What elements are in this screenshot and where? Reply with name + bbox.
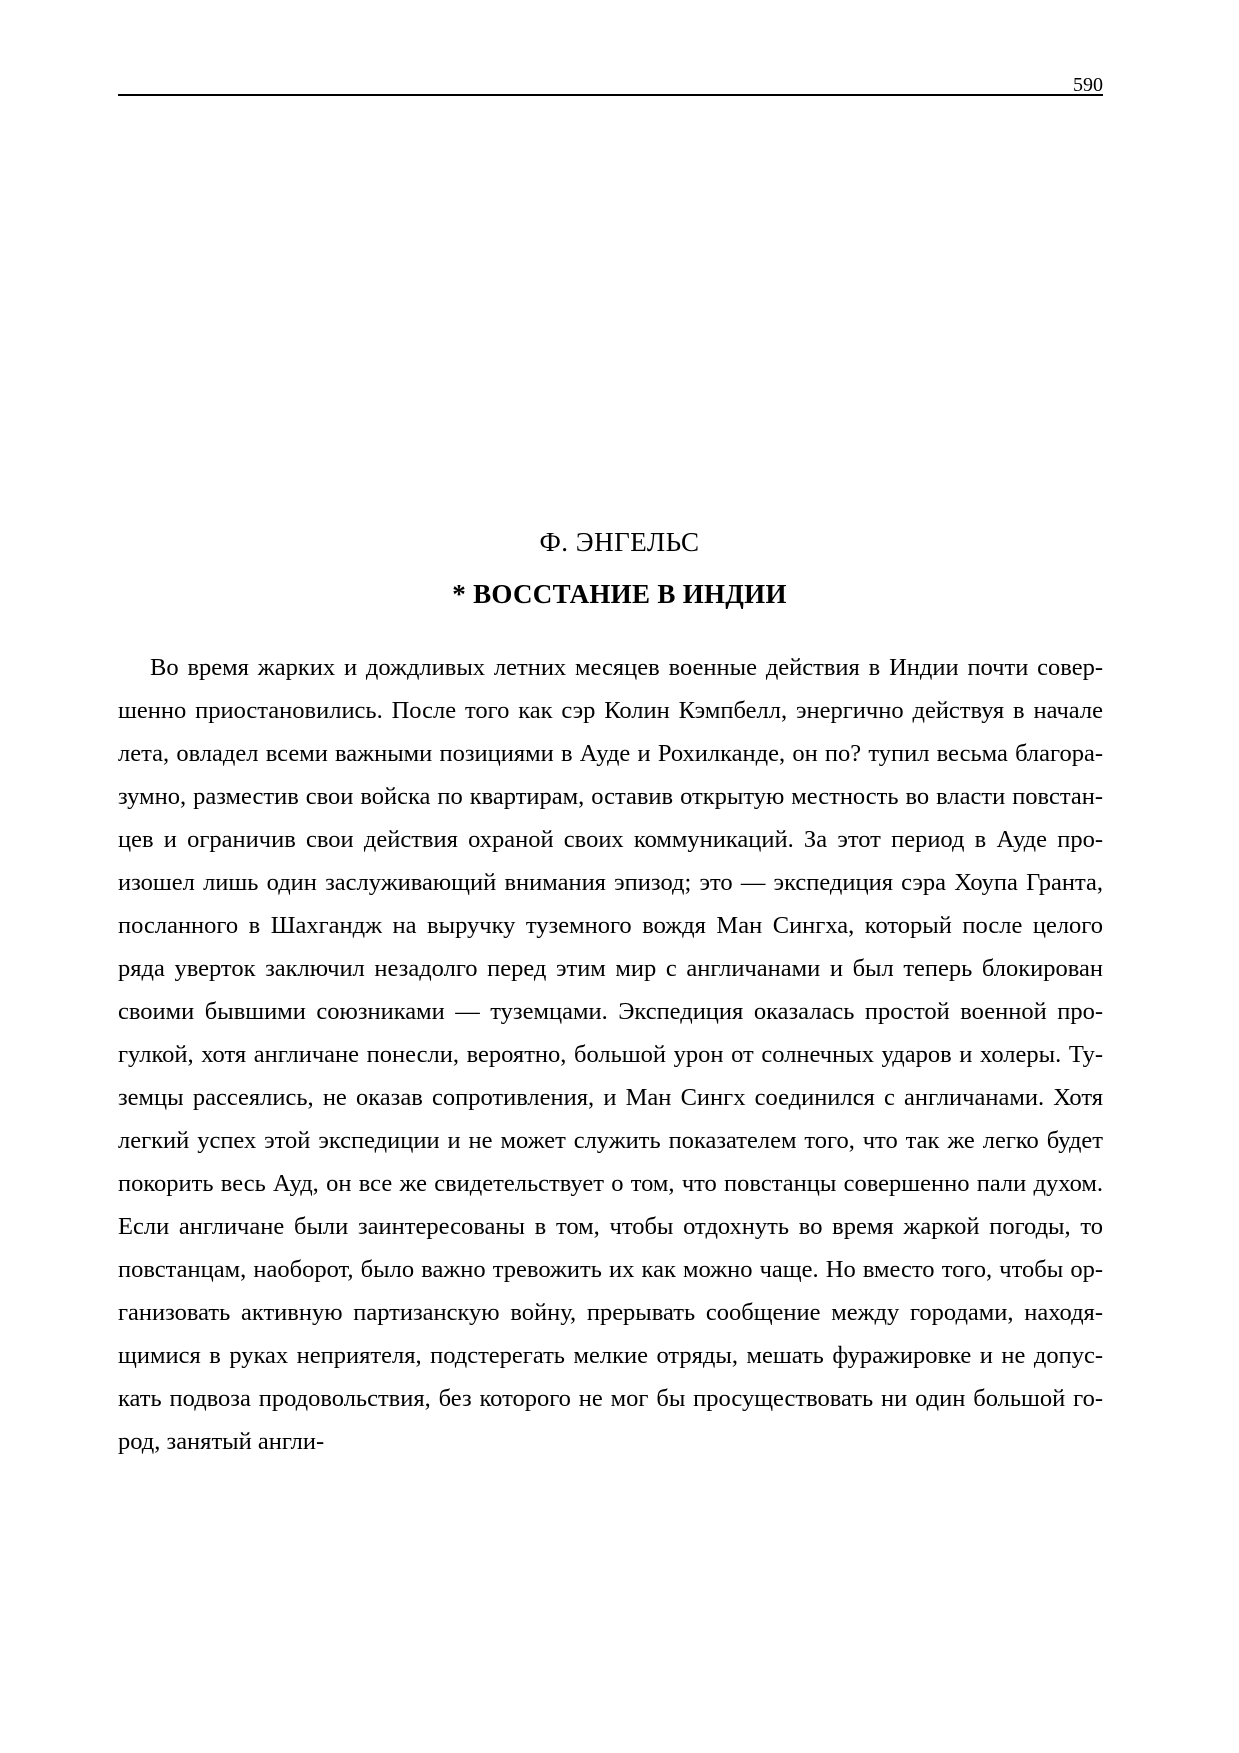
page-number: 590 [1073, 74, 1103, 96]
text-line: гулкой, хотя англичане понесли, вероятно, большой урон от солнечных ударов и холеры. Ту- [118, 1041, 1103, 1068]
text-line: ганизовать активную партизанскую войну, прерывать сообщение между городами, находя- [118, 1299, 1103, 1326]
text-line: кать подвоза продовольствия, без которого не мог бы просуществовать ни один большой го- [118, 1385, 1103, 1412]
article-body [118, 646, 1103, 1463]
text-line: лета, овладел всеми важными позициями в Ауде и Рохилканде, он по? тупил весьма благора- [118, 740, 1103, 767]
text-line: легкий успех этой экспедиции и не может служить показателем того, что так же легко будет [118, 1127, 1103, 1154]
text-line: своими бывшими союзниками — туземцами. Экспедиция оказалась простой военной про- [118, 998, 1103, 1025]
text-line: цев и ограничив свои действия охраной своих коммуникаций. За этот период в Ауде про- [118, 826, 1103, 853]
header-rule [118, 94, 1103, 96]
text-line: шенно приостановились. После того как сэр Колин Кэмпбелл, энергично действуя в начале [118, 697, 1103, 724]
text-line: покорить весь Ауд, он все же свидетельствует о том, что повстанцы совершенно пали духом. [118, 1170, 1103, 1197]
article-title: * ВОССТАНИЕ В ИНДИИ [452, 579, 787, 609]
text-line: земцы рассеялись, не оказав сопротивления, и Ман Сингх соединился с англичанами. Хотя [118, 1084, 1103, 1111]
author-name: Ф. ЭНГЕЛЬС [539, 527, 700, 557]
text-line: род, занятый англи- [118, 1428, 325, 1455]
text-line: зумно, разместив свои войска по квартирам, оставив открытую местность во власти повстан- [118, 783, 1103, 810]
text-line: посланного в Шахгандж на выручку туземного вождя Ман Сингха, который после целого [118, 912, 1103, 939]
text-line: щимися в руках неприятеля, подстерегать мелкие отряды, мешать фуражировке и не допус- [118, 1342, 1103, 1369]
text-line: Если англичане были заинтересованы в том, чтобы отдохнуть во время жаркой погоды, то [118, 1213, 1103, 1240]
text-line: изошел лишь один заслуживающий внимания эпизод; это — экспедиция сэра Хоупа Гранта, [118, 869, 1103, 896]
text-line: Во время жарких и дождливых летних месяцев военные действия в Индии почти совер- [150, 654, 1103, 681]
text-line: ряда уверток заключил незадолго перед этим мир с англичанами и был теперь блокирован [118, 955, 1103, 982]
text-line: повстанцам, наоборот, было важно тревожить их как можно чаще. Но вместо того, чтобы ор- [118, 1256, 1103, 1283]
